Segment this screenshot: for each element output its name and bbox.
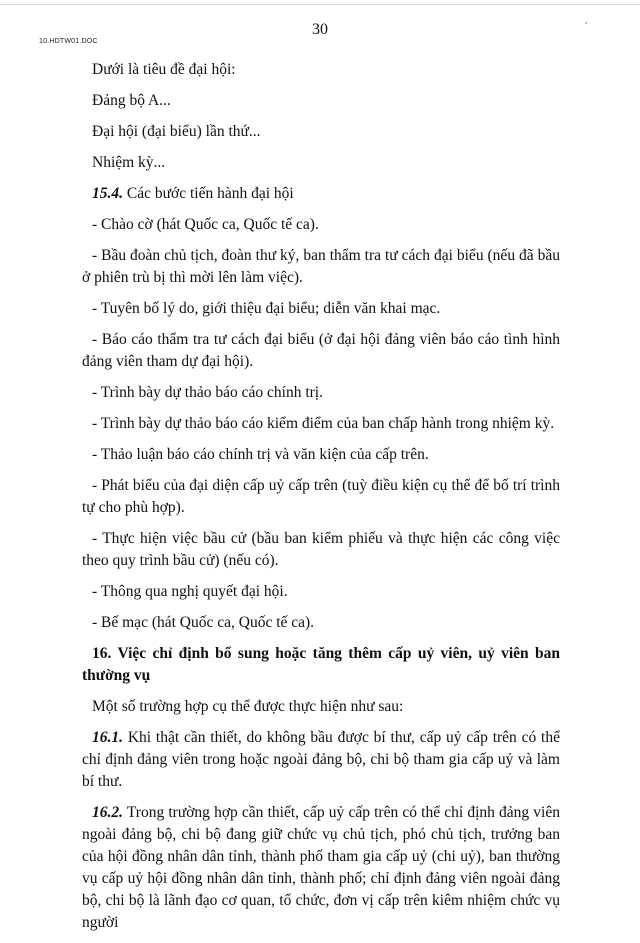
file-name-label: 10.HDTW01.DOC	[39, 38, 98, 45]
list-item: - Chào cờ (hát Quốc ca, Quốc tế ca).	[92, 216, 319, 233]
paragraph: Dưới là tiêu đề đại hội:	[92, 61, 236, 78]
section-number: 16.2.	[92, 804, 123, 821]
section-text: Trong trường hợp cần thiết, cấp uỷ cấp trên có thể chỉ định đảng viên ngoài đảng bộ, chi bộ đang giữ chức vụ chủ tịch, phó chủ tịch, trưởng ban của hội đồng nhân dân tỉnh, thành phố tham gia cấp uỷ (chi uỷ), ban thường vụ cấp uỷ hội đồng nhân dân tỉnh, thành phố; chỉ định đảng viên ngoài đảng bộ, chi bộ là lãnh đạo cơ quan, tổ chức, đơn vị cấp trên kiêm nhiệm chức vụ người	[82, 804, 560, 931]
list-item: - Trình bày dự thảo báo cáo kiểm điểm của ban chấp hành trong nhiệm kỳ.	[92, 415, 555, 432]
section-16-heading: 16. Việc chỉ định bổ sung hoặc tăng thêm cấp uỷ viên, uỷ viên ban thường vụ	[82, 645, 560, 684]
section-number: 16.1.	[92, 729, 123, 746]
page-number: 30	[312, 21, 328, 38]
section-text: Khi thật cần thiết, do không bầu được bí thư, cấp uỷ cấp trên có thể chỉ định đảng viên trong hoặc ngoài đảng bộ, chi bộ tham gia cấp uỷ và làm bí thư.	[82, 729, 560, 790]
section-16-1	[82, 727, 560, 793]
list-item: - Bầu đoàn chủ tịch, đoàn thư ký, ban thẩm tra tư cách đại biểu (nếu đã bầu ở phiên trù bị thì mời lên làm việc).	[82, 247, 560, 286]
section-number: 15.4.	[92, 185, 123, 202]
document-body	[82, 59, 560, 943]
list-item: - Thảo luận báo cáo chính trị và văn kiện của cấp trên.	[92, 446, 429, 463]
list-item: - Báo cáo thẩm tra tư cách đại biểu (ở đại hội đảng viên báo cáo tình hình đảng viên tham dự đại hội).	[82, 331, 560, 370]
paragraph: Đảng bộ A...	[92, 92, 171, 109]
scan-speck	[585, 22, 587, 24]
scan-top-edge	[0, 4, 640, 5]
section-15-4	[82, 183, 560, 205]
list-item: - Tuyên bố lý do, giới thiệu đại biểu; diễn văn khai mạc.	[92, 300, 441, 317]
paragraph: Nhiệm kỳ...	[92, 154, 166, 171]
section-title: Các bước tiến hành đại hội	[123, 185, 294, 202]
list-item: - Bế mạc (hát Quốc ca, Quốc tế ca).	[92, 614, 315, 631]
paragraph: Một số trường hợp cụ thể được thực hiện như sau:	[92, 698, 404, 715]
paragraph: Đại hội (đại biểu) lần thứ...	[92, 123, 261, 140]
list-item: - Thực hiện việc bầu cử (bầu ban kiểm phiếu và thực hiện các công việc theo quy trình bầu cử) (nếu có).	[82, 530, 560, 569]
section-16-2	[82, 802, 560, 934]
list-item: - Trình bày dự thảo báo cáo chính trị.	[92, 384, 323, 401]
list-item: - Thông qua nghị quyết đại hội.	[92, 583, 288, 600]
list-item: - Phát biểu của đại diện cấp uỷ cấp trên (tuỳ điều kiện cụ thể để bố trí trình tự cho phù hợp).	[82, 477, 560, 516]
